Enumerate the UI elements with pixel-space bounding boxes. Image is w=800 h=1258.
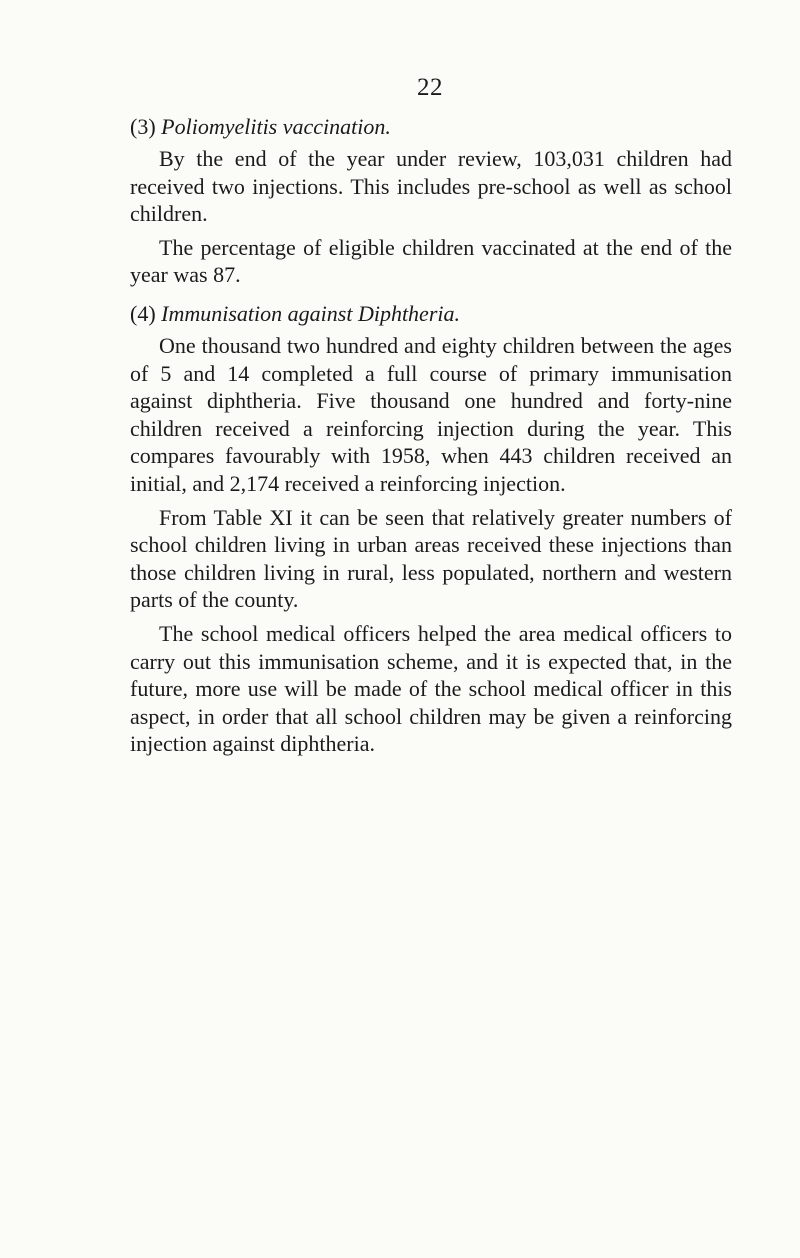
page-number: 22 bbox=[417, 74, 443, 101]
paragraph: The school medical officers helped the area medical officers to carry out this immunisation scheme, and it is expected that, in the future, more use will be made of the school medical officer in this aspect, in order that all school children may be given a reinforcing injection against diphtheria. bbox=[130, 620, 732, 757]
paragraph: One thousand two hundred and eighty children between the ages of 5 and 14 completed a full course of primary immunisation against diphtheria. Five thousand one hundred and forty-nine children received a reinforcing injection during the year. This compares favourably with 1958, when 443 children received an initial, and 2,174 received a reinforcing injection. bbox=[130, 332, 732, 496]
section-poliomyelitis-vaccination bbox=[130, 112, 732, 289]
section-heading bbox=[130, 299, 732, 329]
section-title: Immunisation against Diphtheria. bbox=[161, 300, 460, 326]
section-number: (4) bbox=[130, 300, 156, 326]
section-number: (3) bbox=[130, 114, 156, 139]
section-immunisation-diphtheria bbox=[130, 299, 732, 758]
paragraph: From Table XI it can be seen that relatively greater numbers of school children living in urban areas received these injections than those children living in rural, less populated, northern and western parts of the county. bbox=[130, 504, 732, 613]
paragraph: By the end of the year under review, 103,031 children had received two injections. This includes pre-school as well as school children. bbox=[130, 146, 732, 227]
section-title: Poliomyelitis vaccination. bbox=[161, 114, 391, 139]
document-body bbox=[130, 112, 732, 764]
paragraph: The percentage of eligible children vaccinated at the end of the year was 87. bbox=[130, 234, 732, 288]
section-heading bbox=[130, 112, 732, 142]
